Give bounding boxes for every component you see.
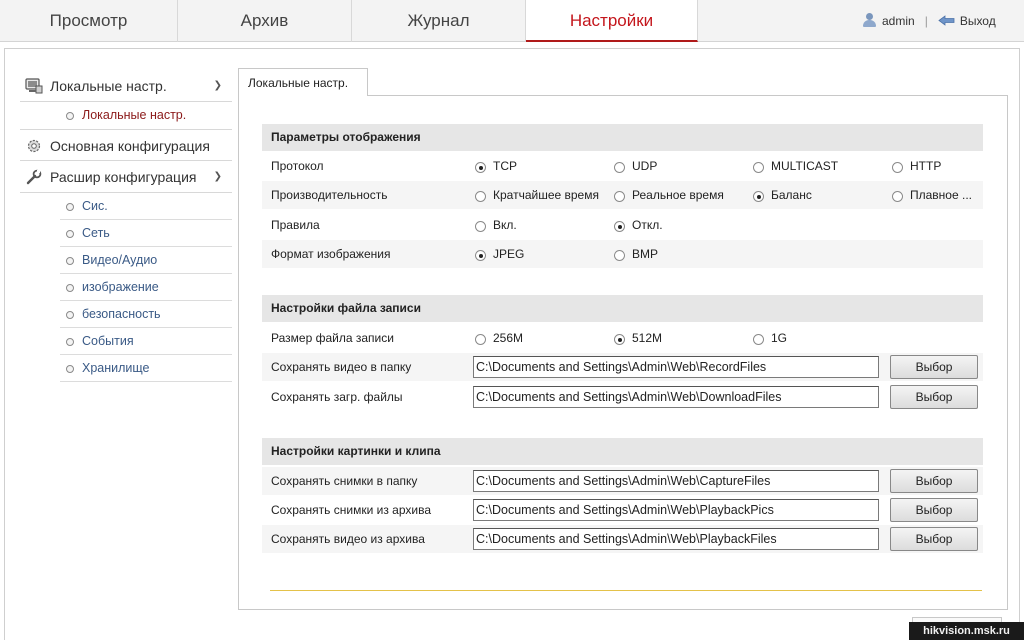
- browse-button[interactable]: Выбор: [890, 355, 978, 379]
- row-save-snapshots-folder: [262, 467, 983, 495]
- save-snapshots-label: Сохранять снимки в папку: [271, 474, 418, 488]
- file-size-label: Размер файла записи: [271, 331, 394, 345]
- radio-performance-realtime[interactable]: [614, 181, 724, 209]
- radio-unchecked-icon: [475, 221, 486, 232]
- save-playback-pics-label: Сохранять снимки из архива: [271, 503, 431, 517]
- user-icon: [862, 13, 876, 27]
- bullet-icon: [66, 365, 74, 373]
- sidebar-item-security[interactable]: [60, 301, 232, 328]
- bullet-icon: [66, 311, 74, 319]
- radio-label: BMP: [632, 247, 659, 261]
- radio-performance-smooth[interactable]: [892, 181, 972, 209]
- user-separator: |: [924, 14, 928, 28]
- radio-label: Плавное ...: [910, 188, 972, 202]
- chevron-down-icon: ❯: [213, 80, 222, 91]
- bullet-icon: [66, 257, 74, 265]
- sidebar-basic-config[interactable]: [20, 129, 232, 161]
- radio-label: HTTP: [910, 159, 942, 173]
- save-playback-video-path-input[interactable]: [473, 528, 879, 550]
- bullet-icon: [66, 230, 74, 238]
- sidebar-item-label: Сеть: [82, 226, 110, 240]
- save-video-label: Сохранять видео в папку: [271, 360, 412, 374]
- sidebar-local-settings[interactable]: [20, 70, 232, 102]
- radio-unchecked-icon: [614, 191, 625, 202]
- sidebar-item-label: изображение: [82, 280, 159, 294]
- chevron-down-icon: ❯: [213, 171, 222, 182]
- radio-label: Баланс: [771, 188, 812, 202]
- radio-performance-shortest[interactable]: [475, 181, 599, 209]
- radio-label: UDP: [632, 159, 658, 173]
- radio-label: Вкл.: [493, 218, 517, 232]
- sidebar-item-label: Локальные настр.: [82, 108, 187, 122]
- sidebar-item-system[interactable]: [60, 193, 232, 220]
- radio-protocol-http[interactable]: [892, 152, 941, 180]
- radio-label: JPEG: [493, 247, 525, 261]
- radio-unchecked-icon: [753, 162, 764, 173]
- username: admin: [882, 14, 915, 28]
- gear-icon: [25, 138, 43, 154]
- radio-label: 1G: [771, 331, 788, 345]
- bullet-icon: [66, 284, 74, 292]
- tab-settings[interactable]: Настройки: [526, 0, 698, 42]
- section-record-settings: Настройки файла записи: [262, 295, 983, 322]
- sidebar-item-label: Сис.: [82, 199, 108, 213]
- radio-unchecked-icon: [753, 334, 764, 345]
- wrench-icon: [25, 169, 43, 185]
- radio-unchecked-icon: [892, 162, 903, 173]
- radio-size-512m[interactable]: [614, 324, 662, 352]
- user-area: [862, 0, 996, 42]
- sidebar-advanced-title: Расшир конфигурация: [50, 169, 197, 185]
- save-playback-video-label: Сохранять видео из архива: [271, 532, 425, 546]
- radio-rules-on[interactable]: [475, 211, 517, 239]
- radio-label: Откл.: [632, 218, 663, 232]
- radio-format-bmp[interactable]: [614, 240, 658, 268]
- save-video-path-input[interactable]: [473, 356, 879, 378]
- sidebar-item-video-audio[interactable]: [60, 247, 232, 274]
- image-format-label: Формат изображения: [271, 247, 391, 261]
- protocol-label: Протокол: [271, 159, 324, 173]
- logout-link[interactable]: [938, 14, 996, 28]
- sidebar-local-title: Локальные настр.: [50, 78, 167, 94]
- radio-protocol-udp[interactable]: [614, 152, 657, 180]
- tab-preview[interactable]: Просмотр: [0, 0, 178, 42]
- radio-label: MULTICAST: [771, 159, 839, 173]
- browse-button[interactable]: Выбор: [890, 469, 978, 493]
- content-tab-local-settings[interactable]: Локальные настр.: [238, 68, 368, 96]
- radio-performance-balance[interactable]: [753, 181, 812, 209]
- row-save-downloads-folder: [262, 383, 983, 411]
- watermark: hikvision.msk.ru: [909, 622, 1024, 640]
- sidebar-item-storage[interactable]: [60, 355, 232, 382]
- radio-rules-off[interactable]: [614, 211, 663, 239]
- row-image-format: [262, 240, 983, 268]
- browse-button[interactable]: Выбор: [890, 527, 978, 551]
- row-save-playback-pics-folder: [262, 496, 983, 524]
- sidebar-basic-title: Основная конфигурация: [50, 138, 210, 154]
- radio-checked-icon: [614, 221, 625, 232]
- section-divider: [270, 590, 982, 591]
- radio-protocol-multicast[interactable]: [753, 152, 838, 180]
- radio-protocol-tcp[interactable]: [475, 152, 517, 180]
- radio-unchecked-icon: [475, 334, 486, 345]
- radio-label: 256M: [493, 331, 524, 345]
- sidebar-item-network[interactable]: [60, 220, 232, 247]
- row-performance: [262, 181, 983, 209]
- sidebar-advanced-config[interactable]: [20, 161, 232, 193]
- tab-log[interactable]: Журнал: [352, 0, 526, 42]
- radio-checked-icon: [475, 250, 486, 261]
- row-save-playback-video-folder: [262, 525, 983, 553]
- radio-unchecked-icon: [614, 250, 625, 261]
- sidebar-item-label: Видео/Аудио: [82, 253, 158, 267]
- top-navigation: [0, 0, 1024, 42]
- sidebar-item-local-settings[interactable]: [60, 102, 232, 129]
- sidebar-item-label: События: [82, 334, 134, 348]
- rules-label: Правила: [271, 218, 320, 232]
- bullet-icon: [66, 338, 74, 346]
- browse-button[interactable]: Выбор: [890, 385, 978, 409]
- row-rules: [262, 211, 983, 239]
- save-downloads-label: Сохранять загр. файлы: [271, 390, 403, 404]
- row-save-video-folder: [262, 353, 983, 381]
- radio-unchecked-icon: [892, 191, 903, 202]
- bullet-icon: [66, 203, 74, 211]
- sidebar: [20, 70, 232, 382]
- sidebar-item-image[interactable]: [60, 274, 232, 301]
- save-downloads-path-input[interactable]: [473, 386, 879, 408]
- radio-checked-icon: [614, 334, 625, 345]
- performance-label: Производительность: [271, 188, 388, 202]
- bullet-icon: [66, 112, 74, 120]
- row-protocol: [262, 152, 983, 180]
- radio-label: TCP: [493, 159, 517, 173]
- save-snapshots-path-input[interactable]: [473, 470, 879, 492]
- browse-button[interactable]: Выбор: [890, 498, 978, 522]
- radio-unchecked-icon: [475, 191, 486, 202]
- sidebar-item-label: Хранилище: [82, 361, 150, 375]
- radio-label: Кратчайшее время: [493, 188, 599, 202]
- radio-unchecked-icon: [614, 162, 625, 173]
- monitor-icon: [25, 78, 43, 94]
- section-display-params: Параметры отображения: [262, 124, 983, 151]
- save-playback-pics-path-input[interactable]: [473, 499, 879, 521]
- radio-checked-icon: [475, 162, 486, 173]
- sidebar-item-events[interactable]: [60, 328, 232, 355]
- sidebar-item-label: безопасность: [82, 307, 161, 321]
- tab-archive[interactable]: Архив: [178, 0, 352, 42]
- logout-label: Выход: [959, 14, 996, 28]
- radio-format-jpeg[interactable]: [475, 240, 524, 268]
- logout-icon: [938, 15, 956, 26]
- radio-size-256m[interactable]: [475, 324, 523, 352]
- radio-checked-icon: [753, 191, 764, 202]
- row-record-file-size: [262, 324, 983, 352]
- radio-label: Реальное время: [632, 188, 724, 202]
- section-capture-settings: Настройки картинки и клипа: [262, 438, 983, 465]
- radio-label: 512M: [632, 331, 663, 345]
- radio-size-1g[interactable]: [753, 324, 787, 352]
